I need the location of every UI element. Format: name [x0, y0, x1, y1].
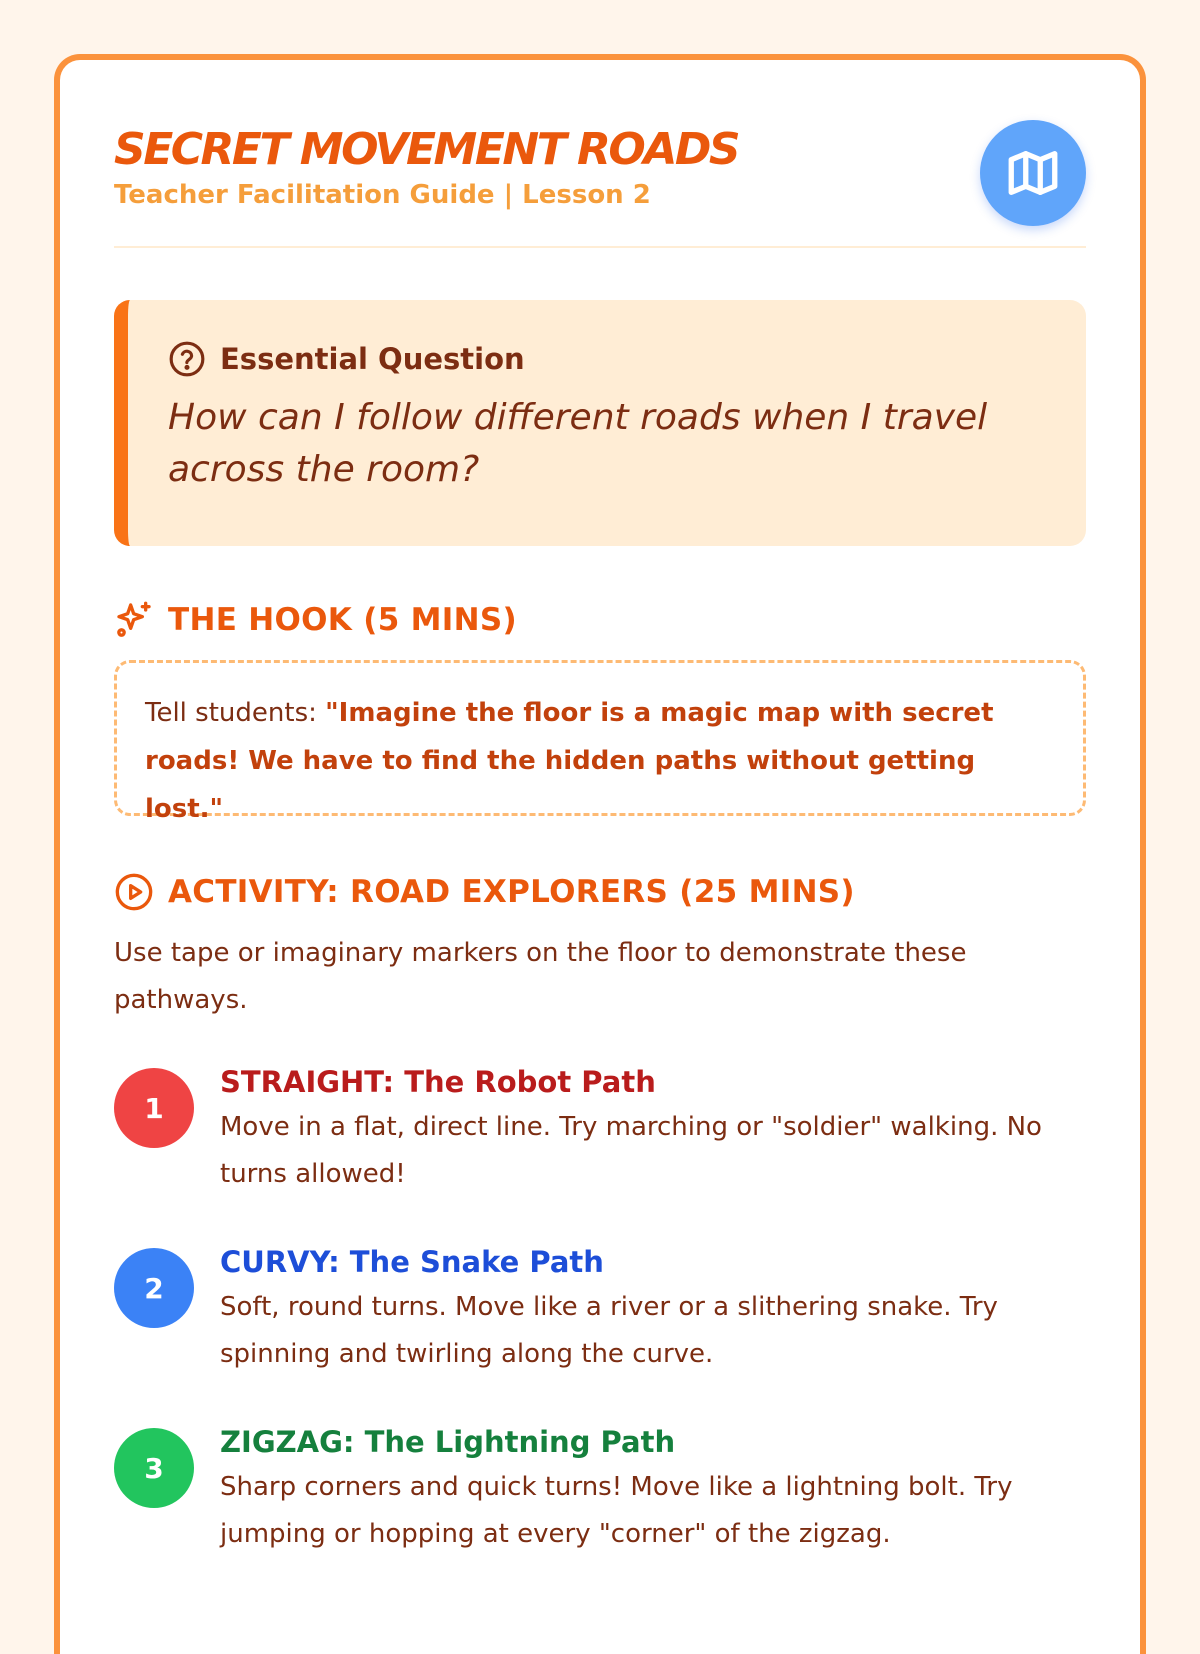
hook-prefix: Tell students:	[145, 698, 326, 728]
step-description: Sharp corners and quick turns! Move like a lightning bolt. Try jumping or hopping at every "corner" of the zigzag.	[220, 1472, 1013, 1549]
map-button[interactable]	[980, 120, 1086, 226]
hook-box	[114, 660, 1086, 824]
essential-question-box	[114, 300, 1086, 546]
essential-question-label: Essential Question	[220, 342, 525, 376]
lesson-card	[54, 54, 1146, 1654]
step-title: STRAIGHT: The Robot Path	[220, 1065, 656, 1099]
hook-heading	[114, 600, 517, 640]
lesson-header	[114, 120, 1086, 248]
step-body	[220, 1240, 1080, 1378]
step-body	[220, 1060, 1080, 1198]
step-number-badge: 3	[114, 1428, 194, 1508]
page-subtitle: Teacher Facilitation Guide | Lesson 2	[114, 180, 651, 210]
step-title: CURVY: The Snake Path	[220, 1245, 604, 1279]
step-description: Move in a flat, direct line. Try marching or "soldier" walking. No turns allowed!	[220, 1112, 1042, 1189]
activity-intro: Use tape or imaginary markers on the floor to demonstrate these pathways.	[114, 938, 967, 1015]
step-title: ZIGZAG: The Lightning Path	[220, 1425, 676, 1459]
essential-question-text: How can I follow different roads when I travel across the room?	[168, 397, 988, 490]
step-description: Soft, round turns. Move like a river or a slithering snake. Try spinning and twirling along the curve.	[220, 1292, 998, 1369]
step-number-badge: 2	[114, 1248, 194, 1328]
question-circle-icon	[168, 340, 206, 378]
hook-heading-text: THE HOOK (5 MINS)	[168, 602, 517, 638]
play-circle-icon	[114, 872, 154, 912]
activity-heading	[114, 872, 855, 912]
activity-heading-text: ACTIVITY: ROAD EXPLORERS (25 MINS)	[168, 874, 855, 910]
essential-question-header	[168, 340, 1046, 378]
step-number-badge: 1	[114, 1068, 194, 1148]
page-title: SECRET MOVEMENT ROADS	[114, 124, 739, 175]
map-icon	[1004, 144, 1062, 202]
step-body	[220, 1420, 1080, 1558]
sparkles-icon	[114, 600, 154, 640]
hook-quote: "Imagine the floor is a magic map with secret roads! We have to find the hidden paths without getting lost."	[145, 698, 994, 824]
